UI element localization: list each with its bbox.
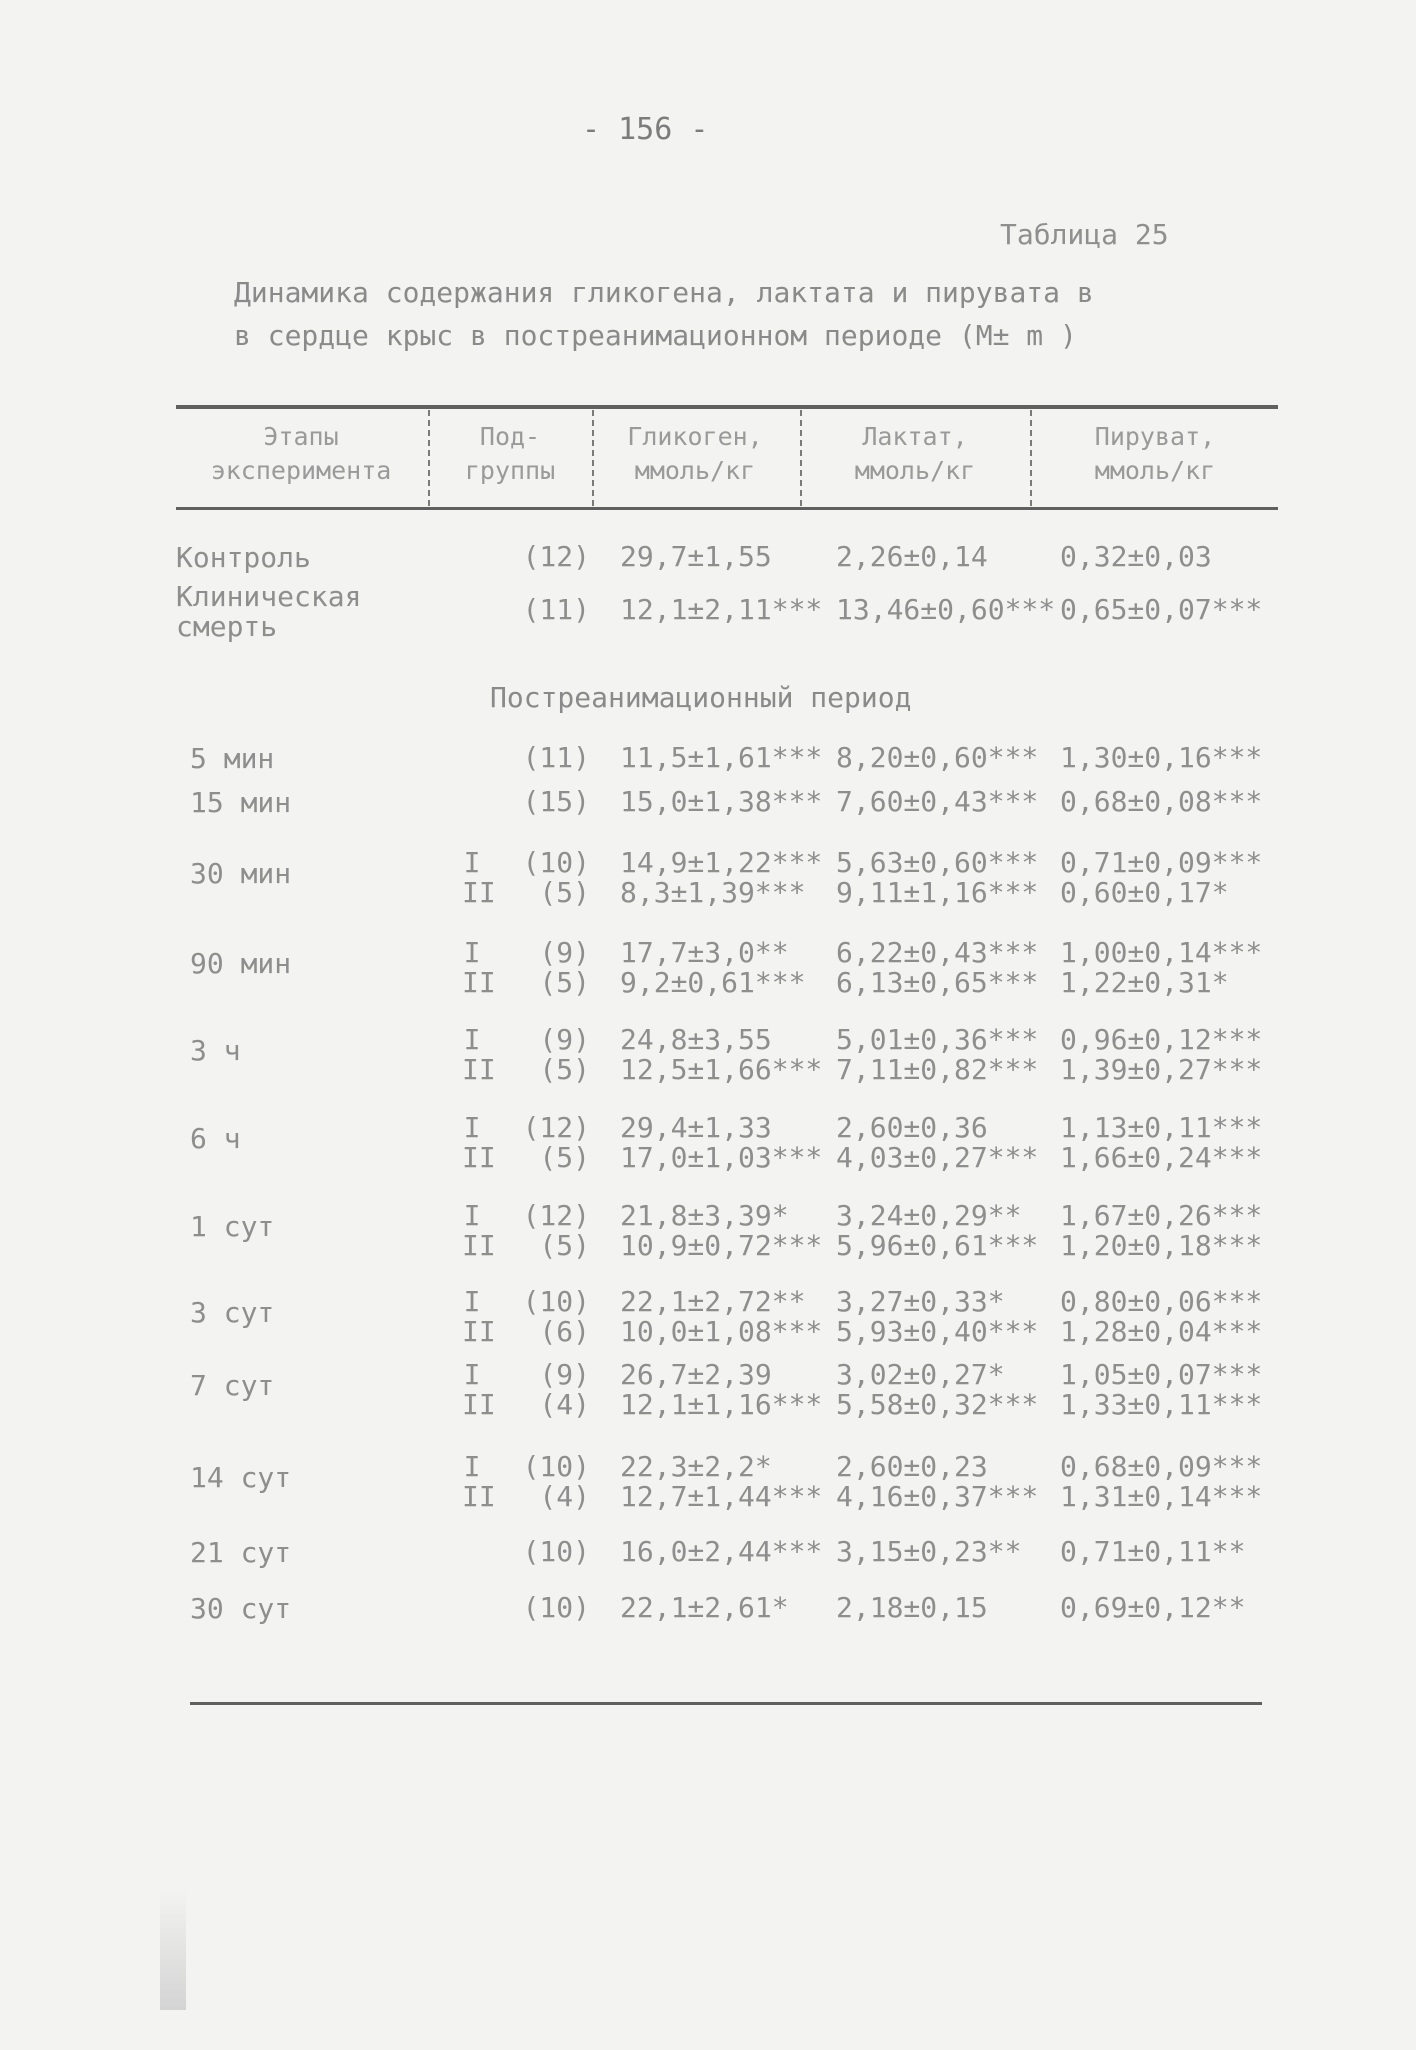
- row-lactate: 5,96±0,61***: [836, 1229, 1039, 1262]
- row-sample-size: (6): [539, 1315, 590, 1348]
- row-sample-size: (10): [522, 1450, 590, 1483]
- row-subgroup: I: [463, 936, 481, 969]
- row-lactate: 4,16±0,37***: [836, 1480, 1039, 1513]
- row-subgroup: I: [463, 846, 481, 879]
- row-pyruvate: 0,32±0,03: [1060, 540, 1212, 573]
- row-subgroup: II: [462, 1229, 496, 1262]
- row-subgroup: II: [462, 1480, 496, 1513]
- row-glycogen: 26,7±2,39: [620, 1358, 772, 1391]
- row-glycogen: 22,1±2,72**: [620, 1285, 806, 1318]
- row-lactate: 7,60±0,43***: [836, 785, 1039, 818]
- row-glycogen: 10,0±1,08***: [620, 1315, 823, 1348]
- row-pyruvate: 0,80±0,06***: [1060, 1285, 1263, 1318]
- row-glycogen: 29,7±1,55: [620, 540, 772, 573]
- row-glycogen: 12,7±1,44***: [620, 1480, 823, 1513]
- row-glycogen: 14,9±1,22***: [620, 846, 823, 879]
- row-pyruvate: 1,67±0,26***: [1060, 1199, 1263, 1232]
- row-lactate: 13,46±0,60***: [836, 593, 1056, 626]
- row-sample-size: (12): [522, 540, 590, 573]
- row-pyruvate: 0,68±0,09***: [1060, 1450, 1263, 1483]
- row-lactate: 2,26±0,14: [836, 540, 988, 573]
- row-subgroup: I: [463, 1285, 481, 1318]
- row-sample-size: (5): [539, 876, 590, 909]
- header-text: ммоль/кг: [854, 456, 976, 485]
- row-lactate: 4,03±0,27***: [836, 1141, 1039, 1174]
- row-subgroup: II: [462, 1388, 496, 1421]
- row-lactate: 2,18±0,15: [836, 1591, 988, 1624]
- row-stage: 5 мин: [190, 742, 275, 775]
- header-text: Гликоген,: [627, 422, 763, 451]
- row-sample-size: (11): [522, 593, 590, 626]
- row-glycogen: 8,3±1,39***: [620, 876, 806, 909]
- row-lactate: 9,11±1,16***: [836, 876, 1039, 909]
- row-sample-size: (15): [522, 785, 590, 818]
- row-lactate: 2,60±0,36: [836, 1111, 988, 1144]
- row-lactate: 5,01±0,36***: [836, 1023, 1039, 1056]
- row-lactate: 3,24±0,29**: [836, 1199, 1022, 1232]
- row-glycogen: 17,7±3,0**: [620, 936, 789, 969]
- row-pyruvate: 0,65±0,07***: [1060, 593, 1263, 626]
- row-subgroup: II: [462, 966, 496, 999]
- row-subgroup: I: [463, 1199, 481, 1232]
- row-pyruvate: 1,00±0,14***: [1060, 936, 1263, 969]
- row-pyruvate: 1,30±0,16***: [1060, 741, 1263, 774]
- row-stage: 3 ч: [190, 1034, 241, 1067]
- row-glycogen: 22,1±2,61*: [620, 1591, 789, 1624]
- header-text: группы: [464, 456, 556, 485]
- row-stage: Контроль: [176, 541, 311, 574]
- row-glycogen: 12,1±2,11***: [620, 593, 823, 626]
- table-label: Таблица 25: [1000, 218, 1169, 251]
- row-subgroup: I: [463, 1023, 481, 1056]
- header-text: ммоль/кг: [1094, 456, 1216, 485]
- row-sample-size: (12): [522, 1111, 590, 1144]
- row-pyruvate: 1,66±0,24***: [1060, 1141, 1263, 1174]
- row-sample-size: (4): [539, 1480, 590, 1513]
- header-text: Лактат,: [862, 422, 968, 451]
- row-lactate: 8,20±0,60***: [836, 741, 1039, 774]
- header-text: Под-: [479, 422, 541, 451]
- row-sample-size: (12): [522, 1199, 590, 1232]
- row-lactate: 5,63±0,60***: [836, 846, 1039, 879]
- row-lactate: 2,60±0,23: [836, 1450, 988, 1483]
- row-stage: 6 ч: [190, 1122, 241, 1155]
- row-sample-size: (10): [522, 1591, 590, 1624]
- row-glycogen: 16,0±2,44***: [620, 1535, 823, 1568]
- row-pyruvate: 0,60±0,17*: [1060, 876, 1229, 909]
- row-pyruvate: 1,05±0,07***: [1060, 1358, 1263, 1391]
- row-sample-size: (5): [539, 966, 590, 999]
- row-lactate: 6,13±0,65***: [836, 966, 1039, 999]
- row-subgroup: II: [462, 1315, 496, 1348]
- row-lactate: 3,02±0,27*: [836, 1358, 1005, 1391]
- row-pyruvate: 1,22±0,31*: [1060, 966, 1229, 999]
- row-sample-size: (9): [539, 936, 590, 969]
- row-glycogen: 22,3±2,2*: [620, 1450, 772, 1483]
- row-sample-size: (5): [539, 1053, 590, 1086]
- row-pyruvate: 1,13±0,11***: [1060, 1111, 1263, 1144]
- row-stage: 3 сут: [190, 1296, 275, 1329]
- row-sample-size: (9): [539, 1023, 590, 1056]
- scan-edge-shadow: [160, 1890, 186, 2010]
- row-lactate: 6,22±0,43***: [836, 936, 1039, 969]
- row-stage: 90 мин: [190, 947, 292, 980]
- header-text: Пируват,: [1094, 422, 1216, 451]
- row-pyruvate: 0,69±0,12**: [1060, 1591, 1246, 1624]
- header-text: эксперимента: [210, 456, 392, 485]
- row-stage: 14 сут: [190, 1461, 292, 1494]
- header-text: ммоль/кг: [634, 456, 756, 485]
- row-pyruvate: 1,33±0,11***: [1060, 1388, 1263, 1421]
- row-sample-size: (5): [539, 1141, 590, 1174]
- row-subgroup: I: [463, 1358, 481, 1391]
- row-sample-size: (11): [522, 741, 590, 774]
- row-glycogen: 17,0±1,03***: [620, 1141, 823, 1174]
- row-glycogen: 10,9±0,72***: [620, 1229, 823, 1262]
- row-subgroup: II: [462, 876, 496, 909]
- row-stage: Клиническая смерть: [176, 580, 379, 643]
- table-caption-line-1: Динамика содержания гликогена, лактата и пирувата в: [234, 276, 1094, 309]
- row-stage: 1 сут: [190, 1210, 275, 1243]
- row-pyruvate: 1,39±0,27***: [1060, 1053, 1263, 1086]
- section-title: Постреанимационный период: [490, 681, 912, 714]
- row-sample-size: (5): [539, 1229, 590, 1262]
- row-subgroup: II: [462, 1141, 496, 1174]
- row-glycogen: 12,1±1,16***: [620, 1388, 823, 1421]
- row-glycogen: 29,4±1,33: [620, 1111, 772, 1144]
- row-lactate: 5,93±0,40***: [836, 1315, 1039, 1348]
- row-subgroup: I: [463, 1450, 481, 1483]
- row-pyruvate: 1,28±0,04***: [1060, 1315, 1263, 1348]
- header-text: Этапы: [263, 422, 339, 451]
- row-lactate: 7,11±0,82***: [836, 1053, 1039, 1086]
- row-lactate: 3,15±0,23**: [836, 1535, 1022, 1568]
- row-glycogen: 12,5±1,66***: [620, 1053, 823, 1086]
- row-glycogen: 9,2±0,61***: [620, 966, 806, 999]
- row-stage: 7 сут: [190, 1369, 275, 1402]
- row-pyruvate: 0,96±0,12***: [1060, 1023, 1263, 1056]
- table-caption-line-2: в сердце крыс в постреанимационном периоде (M± m ): [234, 319, 1077, 352]
- row-glycogen: 21,8±3,39*: [620, 1199, 789, 1232]
- row-sample-size: (9): [539, 1358, 590, 1391]
- row-subgroup: I: [463, 1111, 481, 1144]
- row-stage: 21 сут: [190, 1536, 292, 1569]
- row-pyruvate: 1,20±0,18***: [1060, 1229, 1263, 1262]
- row-glycogen: 11,5±1,61***: [620, 741, 823, 774]
- row-sample-size: (10): [522, 1285, 590, 1318]
- row-pyruvate: 0,71±0,09***: [1060, 846, 1263, 879]
- row-stage: 30 сут: [190, 1592, 292, 1625]
- row-sample-size: (4): [539, 1388, 590, 1421]
- row-glycogen: 24,8±3,55: [620, 1023, 772, 1056]
- row-stage: 15 мин: [190, 786, 292, 819]
- row-sample-size: (10): [522, 1535, 590, 1568]
- row-glycogen: 15,0±1,38***: [620, 785, 823, 818]
- row-lactate: 5,58±0,32***: [836, 1388, 1039, 1421]
- row-pyruvate: 0,68±0,08***: [1060, 785, 1263, 818]
- row-sample-size: (10): [522, 846, 590, 879]
- row-pyruvate: 1,31±0,14***: [1060, 1480, 1263, 1513]
- row-subgroup: II: [462, 1053, 496, 1086]
- row-stage: 30 мин: [190, 857, 292, 890]
- row-lactate: 3,27±0,33*: [836, 1285, 1005, 1318]
- row-pyruvate: 0,71±0,11**: [1060, 1535, 1246, 1568]
- page-number: - 156 -: [582, 112, 709, 147]
